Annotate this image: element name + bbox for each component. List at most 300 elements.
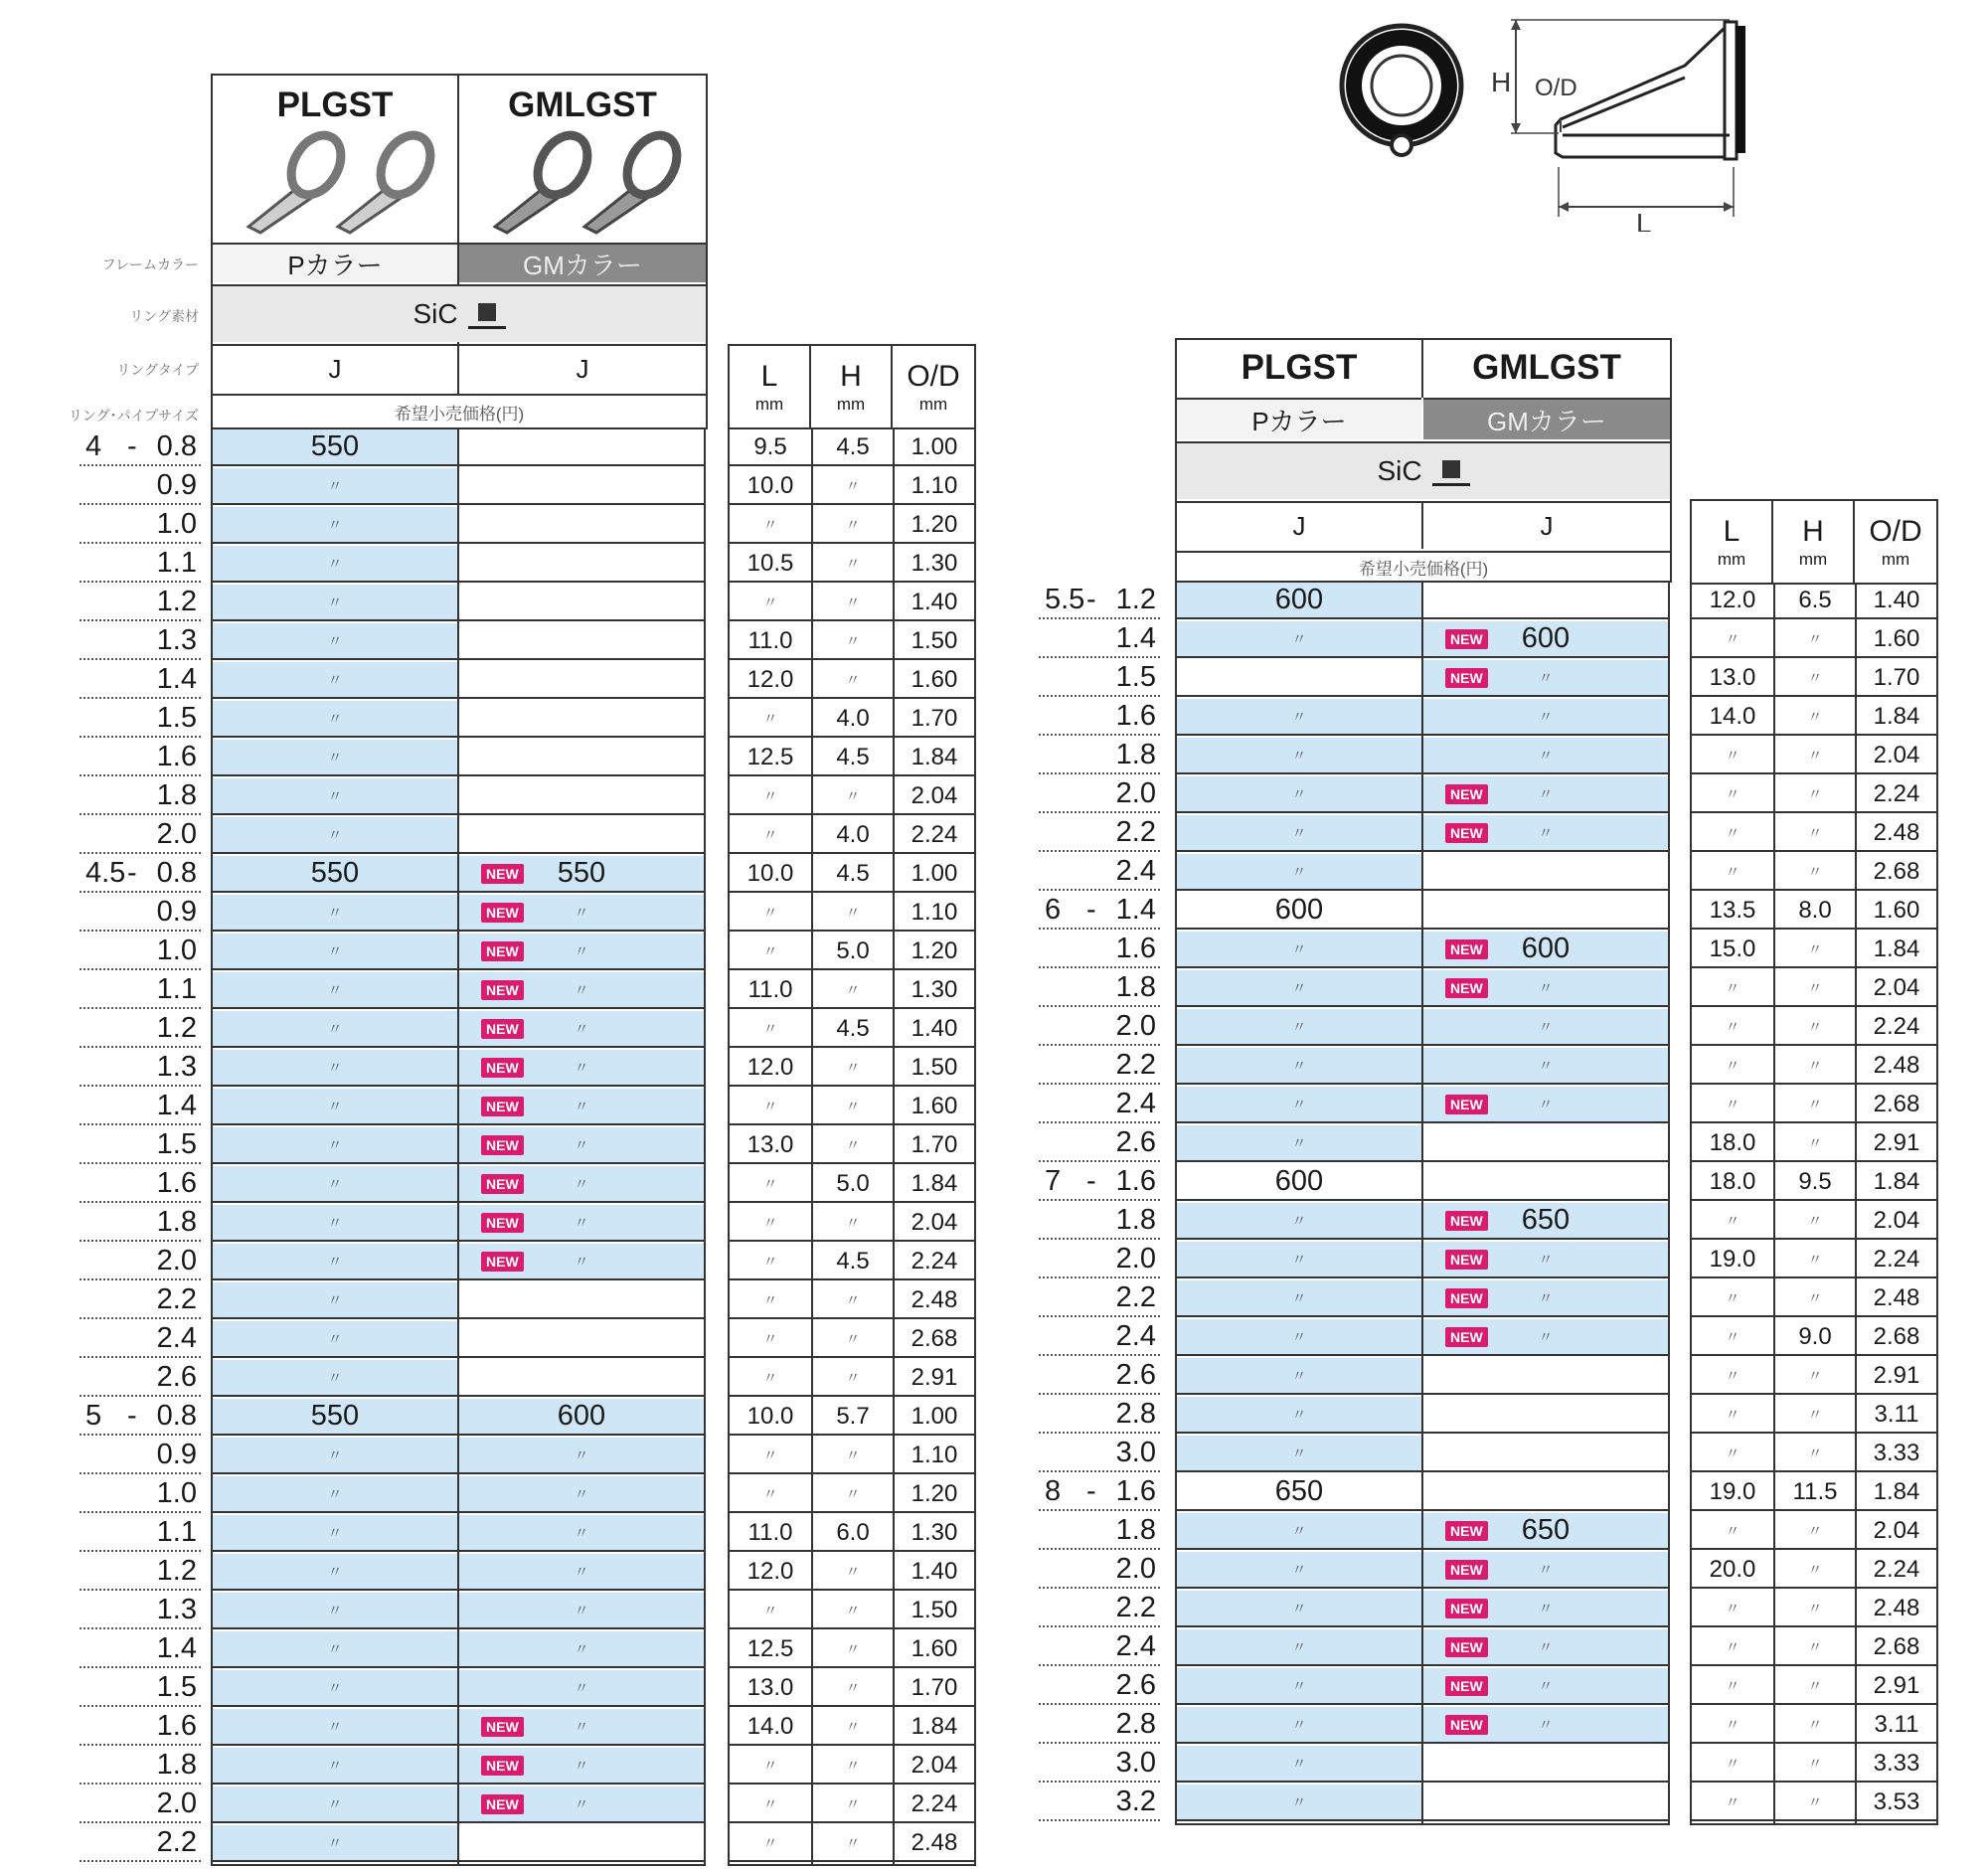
right-dim-l-cell xyxy=(1692,1087,1773,1123)
right-dim-od: 2.04 xyxy=(1873,973,1920,1001)
left-row-size-label xyxy=(80,701,201,738)
right-dim-h: 8.0 xyxy=(1798,896,1832,924)
left-p-price: 〃 xyxy=(327,711,343,728)
left-p-price-cell xyxy=(213,1515,457,1552)
right-dim-l-cell xyxy=(1692,1474,1773,1511)
left-dim-l: 〃 xyxy=(762,711,778,728)
right-pipe-size: 3.0 xyxy=(1115,1747,1156,1779)
left-gm-price: 〃 xyxy=(574,1796,589,1813)
right-pipe-size: 2.2 xyxy=(1115,1592,1156,1623)
right-row-size-label xyxy=(1039,1513,1160,1550)
left-pipe-size: 0.8 xyxy=(156,857,197,889)
right-new-badge: NEW xyxy=(1445,784,1488,804)
left-dim-l: 14.0 xyxy=(746,1712,794,1740)
left-p-price-cell xyxy=(213,1089,457,1125)
right-dim-h-cell xyxy=(1775,1707,1855,1744)
left-pipe-size: 1.3 xyxy=(156,1594,197,1625)
left-dim-od: 1.60 xyxy=(911,1092,958,1119)
right-dim-header-unit: mm xyxy=(1798,549,1828,569)
left-pipe-size: 1.8 xyxy=(156,1749,197,1781)
right-p-price-cell xyxy=(1177,1048,1421,1085)
right-dim-od-cell xyxy=(1857,1552,1936,1589)
right-dim-od: 2.68 xyxy=(1873,1322,1920,1350)
right-gm-price-cell xyxy=(1423,1591,1668,1627)
left-pipe-size: 1.5 xyxy=(156,1128,197,1160)
left-row-size-label xyxy=(80,972,201,1009)
right-pipe-size: 2.6 xyxy=(1115,1359,1156,1391)
left-model-plgst: PLGST xyxy=(276,85,394,124)
left-dim-od: 1.84 xyxy=(911,743,958,770)
left-dim-h: 〃 xyxy=(845,1680,861,1697)
right-dim-l: 20.0 xyxy=(1709,1555,1756,1583)
left-p-price-cell xyxy=(213,1127,457,1164)
left-gm-price-cell xyxy=(459,1670,704,1707)
left-row-size-label xyxy=(80,623,201,660)
right-dim-od-cell xyxy=(1857,1474,1936,1511)
left-p-price: 〃 xyxy=(327,1719,343,1736)
right-p-price-cell xyxy=(1177,621,1421,658)
left-dim-h: 〃 xyxy=(845,1796,861,1813)
left-p-price-cell xyxy=(213,1166,457,1203)
left-pipe-size: 2.6 xyxy=(156,1361,197,1393)
left-pipe-size: 2.0 xyxy=(156,818,197,850)
left-dim-h: 6.0 xyxy=(836,1518,870,1546)
right-pipe-size: 1.8 xyxy=(1115,1204,1156,1236)
right-p-price: 600 xyxy=(1274,584,1324,615)
right-dim-l: 〃 xyxy=(1725,980,1740,997)
left-dim-h-cell xyxy=(813,662,893,699)
left-ring-type-p: J xyxy=(213,344,457,392)
left-dim-header-unit: mm xyxy=(836,394,866,414)
left-dim-l: 12.5 xyxy=(746,1634,794,1662)
left-pipe-size: 1.1 xyxy=(156,1516,197,1548)
left-dim-h: 〃 xyxy=(845,1099,861,1115)
left-dim-od-cell xyxy=(895,1205,974,1242)
left-dim-h: 5.7 xyxy=(836,1402,870,1430)
left-dim-l-cell xyxy=(730,1244,811,1280)
left-pipe-size: 0.8 xyxy=(156,1400,197,1432)
left-pipe-size: 1.8 xyxy=(156,1206,197,1238)
right-new-badge: NEW xyxy=(1445,1288,1488,1308)
right-frame-color-p: Pカラー xyxy=(1177,398,1421,439)
right-p-price: 〃 xyxy=(1291,1135,1307,1152)
left-dim-od: 1.20 xyxy=(911,936,958,964)
right-dim-l: 19.0 xyxy=(1709,1245,1756,1273)
right-gm-price-cell xyxy=(1423,1087,1668,1123)
right-row-size-label xyxy=(1039,1785,1160,1821)
left-dim-l: 〃 xyxy=(762,1835,778,1852)
left-dim-od-cell xyxy=(895,1321,974,1358)
left-p-price: 〃 xyxy=(327,1292,343,1309)
right-dim-od-cell xyxy=(1857,1746,1936,1783)
left-dim-l-cell xyxy=(730,1089,811,1125)
right-row-size-label xyxy=(1039,1746,1160,1783)
right-dim-l: 〃 xyxy=(1725,1368,1740,1385)
right-dim-od: 2.24 xyxy=(1873,1012,1920,1040)
left-p-price-cell xyxy=(213,1476,457,1513)
left-row-size-label xyxy=(80,662,201,699)
left-new-badge: NEW xyxy=(481,1717,524,1737)
right-dim-od: 2.24 xyxy=(1873,1555,1920,1583)
right-ring-size: 8 xyxy=(1045,1475,1062,1507)
right-gm-price-cell xyxy=(1423,1242,1668,1278)
right-dim-od-cell xyxy=(1857,1164,1936,1201)
right-new-badge: NEW xyxy=(1445,1599,1488,1618)
left-dim-od: 1.50 xyxy=(911,1053,958,1081)
right-gm-price: 650 xyxy=(1521,1204,1571,1236)
right-p-price: 〃 xyxy=(1291,941,1307,958)
left-dim-od: 1.50 xyxy=(911,1596,958,1623)
right-pipe-size: 1.2 xyxy=(1115,584,1156,615)
right-dim-od-cell xyxy=(1857,583,1936,619)
left-ring-material xyxy=(213,284,706,342)
frame-color-row-label: フレームカラー xyxy=(101,256,199,272)
left-dim-od-cell xyxy=(895,623,974,660)
right-gm-price-cell xyxy=(1423,1513,1668,1550)
left-dim-h-cell xyxy=(813,546,893,583)
left-dim-l: 〃 xyxy=(762,1099,778,1115)
left-dim-l: 〃 xyxy=(762,1331,778,1348)
right-new-badge: NEW xyxy=(1445,1095,1488,1114)
right-gm-price: 600 xyxy=(1521,933,1571,964)
right-row-size-label xyxy=(1039,1319,1160,1356)
right-gm-price-cell xyxy=(1423,893,1668,930)
left-dim-l-cell xyxy=(730,1786,811,1823)
left-gm-price-cell xyxy=(459,701,704,738)
right-row-size-label xyxy=(1039,1552,1160,1589)
left-dim-h: 〃 xyxy=(845,633,861,650)
left-dim-od: 2.24 xyxy=(911,1247,958,1275)
right-dim-od: 2.04 xyxy=(1873,741,1920,768)
right-gm-price-cell xyxy=(1423,970,1668,1007)
left-gm-price: 〃 xyxy=(574,1564,589,1581)
left-dim-od: 2.91 xyxy=(911,1363,958,1391)
left-p-price: 〃 xyxy=(327,1603,343,1619)
right-row-size-label xyxy=(1039,815,1160,852)
right-gm-price: 〃 xyxy=(1538,1678,1554,1695)
right-dim-h-cell xyxy=(1775,854,1855,891)
right-model-plgst: PLGST xyxy=(1241,348,1358,387)
left-row-size-label xyxy=(80,1244,201,1280)
left-p-price-cell xyxy=(213,1554,457,1591)
right-dim-od-cell xyxy=(1857,854,1936,891)
right-gm-price: 〃 xyxy=(1538,980,1554,997)
right-dim-od: 2.91 xyxy=(1873,1361,1920,1389)
right-ring-size: 6 xyxy=(1045,894,1062,926)
right-gm-price: 〃 xyxy=(1538,748,1554,765)
right-gm-price-cell xyxy=(1423,854,1668,891)
left-dim-l: 9.5 xyxy=(753,432,787,460)
left-ring-size: 4 xyxy=(85,430,102,462)
left-dim-l-cell xyxy=(730,1321,811,1358)
right-row-size-label xyxy=(1039,621,1160,658)
right-dim-h: 〃 xyxy=(1807,1213,1823,1230)
right-p-price-cell xyxy=(1177,1280,1421,1317)
left-dim-h-cell xyxy=(813,1476,893,1513)
left-dim-h-cell xyxy=(813,1748,893,1785)
right-dim-l: 〃 xyxy=(1725,1290,1740,1307)
left-row-size-label xyxy=(80,1127,201,1164)
right-ring-size-dash: - xyxy=(1086,1475,1096,1507)
right-dim-h: 〃 xyxy=(1807,1252,1823,1269)
left-gm-price: 〃 xyxy=(574,982,589,999)
left-pipe-size: 2.0 xyxy=(156,1245,197,1276)
left-pipe-size: 1.6 xyxy=(156,1167,197,1199)
right-dim-od-cell xyxy=(1857,1436,1936,1472)
left-pipe-size: 1.4 xyxy=(156,1632,197,1664)
left-dim-l: 〃 xyxy=(762,1447,778,1464)
right-pipe-size: 2.4 xyxy=(1115,855,1156,887)
left-dim-header-2 xyxy=(893,346,974,427)
left-dim-l: 10.5 xyxy=(746,549,794,577)
left-gm-price: 〃 xyxy=(574,905,589,922)
right-dim-h: 〃 xyxy=(1807,786,1823,803)
left-gm-price-cell xyxy=(459,817,704,854)
right-p-price-cell xyxy=(1177,1513,1421,1550)
left-p-price-cell xyxy=(213,1593,457,1629)
right-dim-od-cell xyxy=(1857,1242,1936,1278)
left-pipe-size: 1.3 xyxy=(156,624,197,656)
right-dim-h: 〃 xyxy=(1807,709,1823,726)
right-gm-price-cell xyxy=(1423,1397,1668,1434)
left-dim-od: 1.30 xyxy=(911,975,958,1003)
left-dim-l: 13.0 xyxy=(746,1130,794,1158)
left-dim-h-cell xyxy=(813,1321,893,1358)
left-row-size-label xyxy=(80,468,201,505)
right-row-size-label xyxy=(1039,1707,1160,1744)
right-dim-h: 〃 xyxy=(1807,1523,1823,1540)
left-p-price-cell xyxy=(213,1631,457,1668)
left-dim-h-cell xyxy=(813,1244,893,1280)
left-p-price-cell xyxy=(213,546,457,583)
right-gm-price-cell xyxy=(1423,738,1668,774)
left-gm-price-cell xyxy=(459,1321,704,1358)
right-dim-h-cell xyxy=(1775,815,1855,852)
right-pipe-size: 2.2 xyxy=(1115,816,1156,848)
left-row-size-label xyxy=(80,1166,201,1203)
right-gm-price-cell xyxy=(1423,660,1668,697)
left-gm-price: 〃 xyxy=(574,1447,589,1464)
right-dim-od: 1.84 xyxy=(1873,935,1920,962)
right-dim-h-cell xyxy=(1775,1591,1855,1627)
right-gm-price-cell xyxy=(1423,1436,1668,1472)
right-dim-h-cell xyxy=(1775,660,1855,697)
right-dim-od: 2.91 xyxy=(1873,1128,1920,1156)
left-dim-h-cell xyxy=(813,429,893,466)
left-dim-l-cell xyxy=(730,429,811,466)
right-dim-l: 13.5 xyxy=(1709,896,1756,924)
left-gm-price: 550 xyxy=(557,857,606,889)
right-dim-od: 2.04 xyxy=(1873,1516,1920,1544)
right-p-price: 〃 xyxy=(1291,1794,1307,1811)
left-pipe-size: 1.5 xyxy=(156,1671,197,1703)
left-dim-l-cell xyxy=(730,1709,811,1746)
right-dim-h-cell xyxy=(1775,1319,1855,1356)
left-p-price-cell xyxy=(213,895,457,932)
right-dim-od: 1.70 xyxy=(1873,663,1920,691)
right-new-badge: NEW xyxy=(1445,1715,1488,1735)
left-ring-size: 4.5 xyxy=(85,857,126,889)
left-dim-l-cell xyxy=(730,1593,811,1629)
left-dim-od: 1.50 xyxy=(911,626,958,654)
left-p-price: 〃 xyxy=(327,1137,343,1154)
right-p-price: 〃 xyxy=(1291,1678,1307,1695)
left-p-price-cell xyxy=(213,662,457,699)
left-dim-od: 1.00 xyxy=(911,859,958,887)
left-dim-od-cell xyxy=(895,856,974,893)
right-p-price-cell xyxy=(1177,932,1421,968)
left-gm-price: 〃 xyxy=(574,1021,589,1038)
right-dim-l: 〃 xyxy=(1725,786,1740,803)
right-gm-price-cell xyxy=(1423,1319,1668,1356)
left-dim-od: 1.10 xyxy=(911,471,958,499)
right-row-size-label xyxy=(1039,1358,1160,1395)
left-gm-price-cell xyxy=(459,585,704,621)
right-p-price-cell xyxy=(1177,699,1421,736)
left-dim-h-cell xyxy=(813,468,893,505)
right-dim-h: 〃 xyxy=(1807,1445,1823,1462)
right-dim-od: 3.11 xyxy=(1874,1400,1919,1428)
left-frame-color-p: Pカラー xyxy=(213,243,457,282)
left-dim-h: 4.5 xyxy=(836,743,870,770)
right-dim-header-name: H xyxy=(1802,514,1824,548)
left-dim-od-cell xyxy=(895,1670,974,1707)
left-p-price-cell xyxy=(213,778,457,815)
right-dim-h-cell xyxy=(1775,1009,1855,1046)
right-dim-od: 2.48 xyxy=(1873,1283,1920,1311)
right-new-badge: NEW xyxy=(1445,1521,1488,1541)
right-dim-l-cell xyxy=(1692,583,1773,619)
right-dim-h-cell xyxy=(1775,1552,1855,1589)
left-new-badge: NEW xyxy=(481,864,524,884)
right-dim-l-cell xyxy=(1692,815,1773,852)
right-dim-l: 15.0 xyxy=(1709,935,1756,962)
left-dim-h: 〃 xyxy=(845,1447,861,1464)
right-dim-l: 〃 xyxy=(1725,1407,1740,1424)
left-dim-h: 5.0 xyxy=(836,936,870,964)
left-dim-l-cell xyxy=(730,701,811,738)
right-dim-h-cell xyxy=(1775,1746,1855,1783)
left-ring-type-gm: J xyxy=(459,344,706,392)
left-gm-price-cell xyxy=(459,429,704,466)
right-pipe-size: 1.6 xyxy=(1115,1475,1156,1507)
left-dim-l-cell xyxy=(730,1438,811,1474)
right-new-badge: NEW xyxy=(1445,1211,1488,1231)
right-dim-l: 〃 xyxy=(1725,1213,1740,1230)
left-dim-h-cell xyxy=(813,1515,893,1552)
right-dim-l: 〃 xyxy=(1725,1756,1740,1773)
right-gm-price: 〃 xyxy=(1538,786,1554,803)
ring-type-row-label: リングタイプ xyxy=(116,362,199,378)
right-row-size-label xyxy=(1039,660,1160,697)
left-dim-l: 13.0 xyxy=(746,1673,794,1701)
left-p-price: 〃 xyxy=(327,672,343,689)
right-dim-h-cell xyxy=(1775,1474,1855,1511)
left-row-size-label xyxy=(80,1825,201,1862)
right-dim-h: 〃 xyxy=(1807,1290,1823,1307)
left-dim-h: 5.0 xyxy=(836,1169,870,1197)
left-pipe-size: 1.4 xyxy=(156,663,197,695)
left-p-price-cell xyxy=(213,701,457,738)
left-gm-price: 〃 xyxy=(574,1060,589,1077)
left-p-price: 〃 xyxy=(327,1099,343,1115)
left-dim-h-cell xyxy=(813,1282,893,1319)
right-pipe-size: 1.8 xyxy=(1115,739,1156,770)
left-dim-od-cell xyxy=(895,701,974,738)
left-dim-od-cell xyxy=(895,1786,974,1823)
left-gm-price-cell xyxy=(459,1244,704,1280)
right-dim-h: 〃 xyxy=(1807,631,1823,648)
right-p-price: 〃 xyxy=(1291,1290,1307,1307)
right-dim-l-cell xyxy=(1692,1242,1773,1278)
left-row-size-label xyxy=(80,1631,201,1668)
right-ring-material-text: SiC xyxy=(1377,455,1422,486)
left-dim-h: 〃 xyxy=(845,1603,861,1619)
right-dim-l: 〃 xyxy=(1725,1794,1740,1811)
right-dim-od: 3.53 xyxy=(1873,1787,1920,1815)
right-dim-h-cell xyxy=(1775,1164,1855,1201)
right-pipe-size: 2.2 xyxy=(1115,1281,1156,1313)
right-new-badge: NEW xyxy=(1445,1327,1488,1347)
right-p-price-cell xyxy=(1177,1125,1421,1162)
left-gm-price-cell xyxy=(459,507,704,544)
left-dim-h-cell xyxy=(813,1438,893,1474)
left-row-size-label xyxy=(80,585,201,621)
right-p-price-cell xyxy=(1177,776,1421,813)
left-dim-h-cell xyxy=(813,1631,893,1668)
right-gm-price: 〃 xyxy=(1538,670,1554,687)
right-p-price: 〃 xyxy=(1291,1097,1307,1113)
right-p-price: 〃 xyxy=(1291,1523,1307,1540)
right-dim-l-cell xyxy=(1692,1203,1773,1240)
right-dim-h-cell xyxy=(1775,893,1855,930)
right-gm-price: 〃 xyxy=(1538,1290,1554,1307)
left-gm-price: 600 xyxy=(557,1400,606,1432)
right-pipe-size: 1.5 xyxy=(1115,661,1156,693)
right-p-price: 〃 xyxy=(1291,1252,1307,1269)
left-dim-l: 〃 xyxy=(762,1215,778,1232)
left-p-price: 550 xyxy=(310,1400,360,1432)
right-dim-od-cell xyxy=(1857,970,1936,1007)
right-dim-od-cell xyxy=(1857,1048,1936,1085)
left-dim-h-cell xyxy=(813,1709,893,1746)
left-pipe-size: 1.6 xyxy=(156,1710,197,1742)
right-gm-price: 〃 xyxy=(1538,1639,1554,1656)
right-gm-price: 〃 xyxy=(1538,1019,1554,1036)
left-row-size-label xyxy=(80,1205,201,1242)
left-gm-price: 〃 xyxy=(574,1137,589,1154)
right-gm-price-cell xyxy=(1423,1746,1668,1783)
left-gm-price-cell xyxy=(459,1399,704,1436)
right-dim-od: 1.84 xyxy=(1873,702,1920,730)
left-dim-h-cell xyxy=(813,778,893,815)
right-dim-l: 〃 xyxy=(1725,1639,1740,1656)
right-row-size-label xyxy=(1039,1474,1160,1511)
left-dim-od: 2.48 xyxy=(911,1285,958,1313)
right-gm-price: 〃 xyxy=(1538,1097,1554,1113)
left-dim-h: 4.5 xyxy=(836,1247,870,1275)
right-pipe-size: 2.0 xyxy=(1115,1553,1156,1585)
right-p-price: 〃 xyxy=(1291,1213,1307,1230)
right-p-price-cell xyxy=(1177,660,1421,697)
left-dim-od: 1.84 xyxy=(911,1712,958,1740)
left-row-size-label xyxy=(80,507,201,544)
left-dim-od: 2.04 xyxy=(911,1751,958,1779)
left-gm-price-cell xyxy=(459,895,704,932)
left-dim-l: 〃 xyxy=(762,1486,778,1503)
right-dim-od: 2.68 xyxy=(1873,1090,1920,1117)
left-dim-od: 1.10 xyxy=(911,1441,958,1468)
